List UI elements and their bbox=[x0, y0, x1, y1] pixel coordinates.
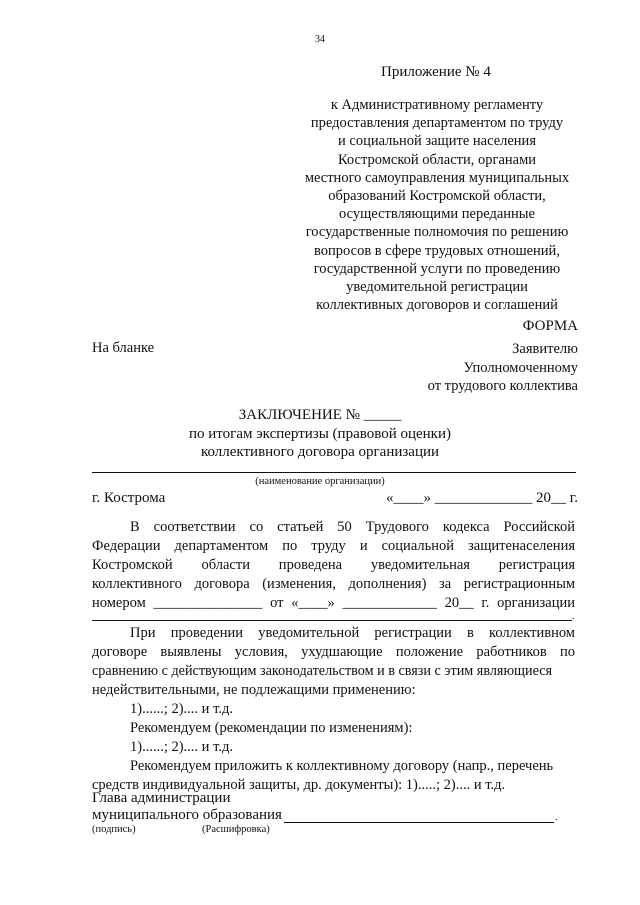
appendix-line: государственные полномочия по решению bbox=[305, 224, 569, 241]
paragraph-line: Федерации департаментом по труду и социальной защитенаселения bbox=[92, 538, 575, 554]
appendix-line: образований Костромской области, bbox=[328, 188, 546, 205]
appendix-line: и социальной защите населения bbox=[338, 133, 536, 150]
signature-org: муниципального образования bbox=[92, 807, 282, 823]
appendix-line: уведомительной регистрации bbox=[346, 279, 528, 296]
paragraph-line: номером _______________ от «____» _____________ 20__ г. организации bbox=[92, 595, 575, 611]
conclusion-heading bbox=[0, 406, 640, 462]
page-number: 34 bbox=[315, 34, 325, 45]
org-fill-line bbox=[92, 620, 572, 621]
violations-list: 1)......; 2).... и т.д. bbox=[130, 701, 233, 717]
paragraph-line: коллективного договора (изменения, дополнения) за регистрационным bbox=[92, 576, 575, 592]
recommendations-label: Рекомендуем (рекомендации по изменениям): bbox=[130, 720, 413, 736]
recommendations-list: 1)......; 2).... и т.д. bbox=[130, 739, 233, 755]
addressee-line: от трудового коллектива bbox=[427, 378, 578, 394]
conclusion-subtitle: коллективного договора организации bbox=[200, 444, 440, 460]
conclusion-title: ЗАКЛЮЧЕНИЕ № _____ bbox=[238, 407, 402, 423]
paragraph-line: договоре выявлены условия, ухудшающие положение работников по bbox=[92, 644, 575, 660]
attachments-line: Рекомендуем приложить к коллективному договору (напр., перечень bbox=[130, 758, 554, 774]
appendix-line: государственной услуги по проведению bbox=[313, 260, 561, 277]
attachments-line: средств индивидуальной защиты, др. документы): 1).....; 2).... и т.д. bbox=[92, 777, 506, 793]
appendix-line: к Административному регламенту bbox=[330, 97, 544, 113]
signature-caption: (подпись) bbox=[92, 824, 136, 835]
letterhead-note: На бланке bbox=[92, 340, 155, 356]
paragraph-line: Костромской области проведена уведомительная регистрация bbox=[92, 557, 575, 573]
appendix-line: предоставления департаментом по труду bbox=[310, 115, 564, 132]
form-label: ФОРМА bbox=[522, 318, 578, 334]
org-name-line bbox=[92, 472, 576, 473]
paragraph-line: недействительными, не подлежащими применению: bbox=[92, 682, 416, 698]
addressee-line: Заявителю bbox=[512, 341, 578, 357]
date-line: «____» _____________ 20__ г. bbox=[386, 490, 578, 506]
decode-caption: (Расшифровка) bbox=[202, 824, 270, 835]
signature-title: Глава администрации bbox=[92, 790, 231, 806]
addressee-block bbox=[428, 340, 578, 396]
signature-line bbox=[284, 822, 554, 823]
addressee-line: Уполномоченному bbox=[463, 359, 578, 376]
appendix-line: коллективных договоров и соглашений bbox=[316, 297, 558, 314]
paragraph-line: сравнению с действующим законодательством и в связи с этим являющиеся bbox=[92, 663, 553, 679]
appendix-line: местного самоуправления муниципальных bbox=[304, 169, 570, 186]
period-mark: . bbox=[555, 812, 558, 823]
city: г. Кострома bbox=[92, 490, 166, 506]
appendix-reference bbox=[292, 96, 582, 314]
paragraph-violations bbox=[92, 624, 575, 795]
conclusion-subtitle: по итогам экспертизы (правовой оценки) bbox=[189, 425, 451, 442]
org-name-caption: (наименование организации) bbox=[255, 476, 385, 487]
appendix-line: осуществляющими переданные bbox=[339, 206, 535, 223]
appendix-title: Приложение № 4 bbox=[381, 64, 491, 80]
paragraph-line: В соответствии со статьей 50 Трудового кодекса Российской bbox=[130, 519, 575, 535]
appendix-line: вопросов в сфере трудовых отношений, bbox=[314, 242, 560, 259]
appendix-line: Костромской области, органами bbox=[337, 151, 537, 168]
paragraph-registration bbox=[92, 518, 575, 613]
period-mark: . bbox=[572, 611, 575, 622]
paragraph-line: При проведении уведомительной регистрации в коллективном bbox=[130, 625, 575, 641]
